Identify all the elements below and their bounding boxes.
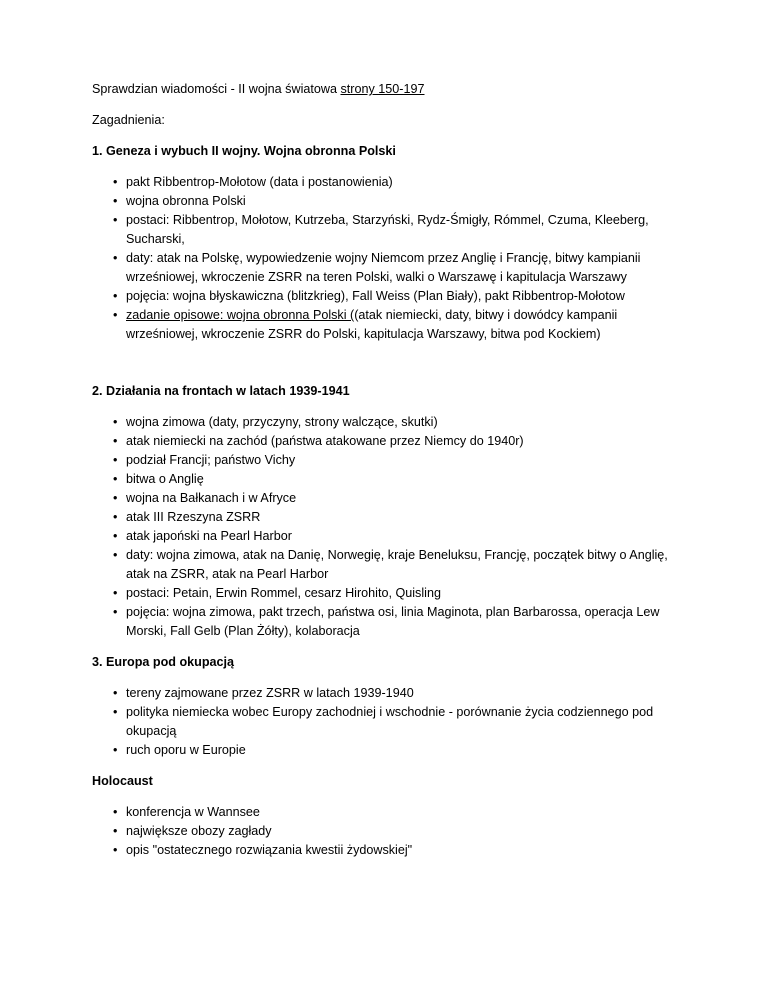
list-item: • konferencja w Wannsee	[92, 803, 688, 822]
list-item: • pakt Ribbentrop-Mołotow (data i postanowienia)	[92, 173, 688, 192]
title-text: Sprawdzian wiadomości - II wojna światowa	[92, 82, 341, 96]
topics-label: Zagadnienia:	[92, 113, 165, 127]
list-item: • wojna zimowa (daty, przyczyny, strony walczące, skutki)	[92, 413, 688, 432]
list-item: • atak niemiecki na zachód (państwa atakowane przez Niemcy do 1940r)	[92, 432, 688, 451]
list-item: • postaci: Ribbentrop, Mołotow, Kutrzeba, Starzyński, Rydz-Śmigły, Rómmel, Czuma, Kleeberg, Sucharski,	[92, 211, 688, 249]
section-holocaust-list	[92, 803, 688, 860]
list-item: • atak japoński na Pearl Harbor	[92, 527, 688, 546]
list-item: • daty: wojna zimowa, atak na Danię, Norwegię, kraje Beneluksu, Francję, początek bitwy o Anglię, atak na ZSRR, atak na Pearl Harbor	[92, 546, 688, 584]
section-1-list	[92, 173, 688, 344]
section-2-list	[92, 413, 688, 641]
list-item: • największe obozy zagłady	[92, 822, 688, 841]
list-item: • polityka niemiecka wobec Europy zachodniej i wschodnie - porównanie życia codziennego pod okupacją	[92, 703, 688, 741]
list-item: • tereny zajmowane przez ZSRR w latach 1939-1940	[92, 684, 688, 703]
document-title	[92, 80, 688, 99]
list-item: • ruch oporu w Europie	[92, 741, 688, 760]
section-holocaust-heading: Holocaust	[92, 774, 153, 788]
list-item: • wojna na Bałkanach i w Afryce	[92, 489, 688, 508]
list-item: • pojęcia: wojna zimowa, pakt trzech, państwa osi, linia Maginota, plan Barbarossa, operacja Lew Morski, Fall Gelb (Plan Żółty), kolaboracja	[92, 603, 688, 641]
section-2-heading: 2. Działania na frontach w latach 1939-1941	[92, 384, 350, 398]
section-1-heading: 1. Geneza i wybuch II wojny. Wojna obronna Polski	[92, 144, 396, 158]
list-item: • postaci: Petain, Erwin Rommel, cesarz Hirohito, Quisling	[92, 584, 688, 603]
list-item: • atak III Rzeszyna ZSRR	[92, 508, 688, 527]
section-3-list	[92, 684, 688, 760]
essay-underlined-text: zadanie opisowe: wojna obronna Polski (	[126, 308, 355, 322]
title-pages-link: strony 150-197	[340, 82, 425, 96]
essay-text: (atak niemiecki, daty, bitwy i dowódcy kampanii wrześniowej, wkroczenie ZSRR do Polski, kapitulacja Warszawy, bitwa pod Kockiem)	[126, 308, 618, 341]
list-item: • podział Francji; państwo Vichy	[92, 451, 688, 470]
list-item: • wojna obronna Polski	[92, 192, 688, 211]
section-3-heading: 3. Europa pod okupacją	[92, 655, 235, 669]
list-item: • daty: atak na Polskę, wypowiedzenie wojny Niemcom przez Anglię i Francję, bitwy kampianii wrześniowej, wkroczenie ZSRR na teren Polski, walki o Warszawę i kapitulacja Warszawy	[92, 249, 688, 287]
list-item: • opis "ostatecznego rozwiązania kwestii żydowskiej"	[92, 841, 688, 860]
list-item: • pojęcia: wojna błyskawiczna (blitzkrieg), Fall Weiss (Plan Biały), pakt Ribbentrop-Mołotow	[92, 287, 688, 306]
list-item-essay	[92, 306, 688, 344]
list-item: • bitwa o Anglię	[92, 470, 688, 489]
